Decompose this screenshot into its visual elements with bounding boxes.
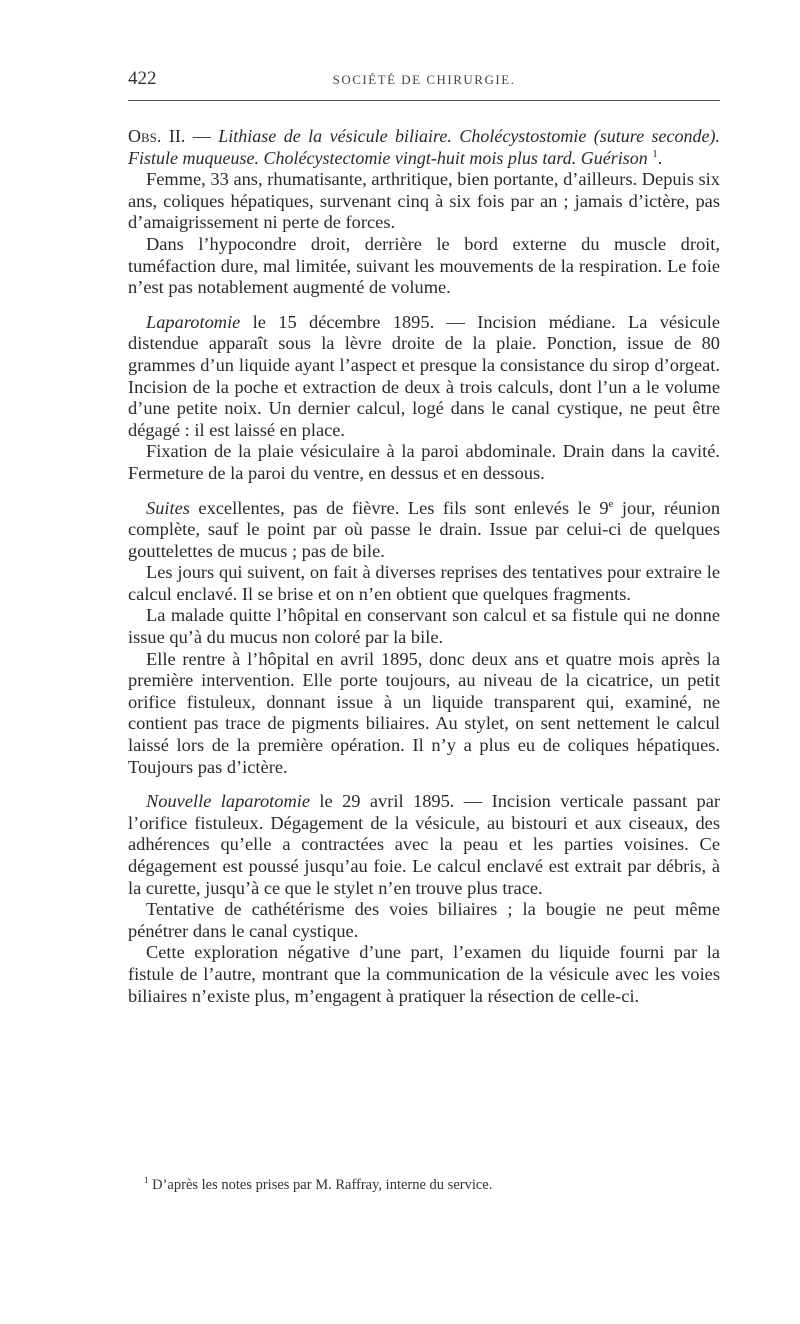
paragraph-7: La malade quitte l’hôpital en conservant son calcul et sa fistule qui ne donne issue qu’à du mucus non coloré par la bile. bbox=[128, 605, 720, 648]
paragraph-3 bbox=[128, 312, 720, 442]
running-head: SOCIÉTÉ DE CHIRURGIE. bbox=[332, 72, 516, 87]
paragraph-5-text-a: excellentes, pas de fièvre. Les fils sont enlevés le 9 bbox=[189, 497, 609, 518]
observation-dash: — bbox=[185, 126, 219, 146]
paragraph-3-lead: Laparotomie bbox=[146, 311, 241, 332]
paragraph-5-lead: Suites bbox=[146, 497, 190, 518]
main-text bbox=[128, 126, 720, 1007]
paragraph-9-lead: Nouvelle laparotomie bbox=[146, 791, 310, 812]
paragraph-1: Femme, 33 ans, rhumatisante, arthritique, bien portante, d’ailleurs. Depuis six ans, coliques hépatiques, survenant cinq à six fois par an ; jamais d’ictère, pas d’amaigrissement ni perte de forces. bbox=[128, 169, 720, 233]
footnote-reference: 1 bbox=[652, 147, 658, 160]
paragraph-8: Elle rentre à l’hôpital en avril 1895, donc deux ans et quatre mois après la première intervention. Elle porte toujours, au niveau de la cicatrice, un petit orifice fistuleux, donnant issue à un liquide transparent qui, examiné, ne contient pas trace de pigments biliaires. Au stylet, on sent nettement le calcul laissé lors de la première opération. Il n’y a plus eu de coliques hépatiques. Toujours pas d’ictère. bbox=[128, 648, 720, 777]
paragraph-5-text-b: jour, réunion complète, sauf le point par où passe le drain. Issue par celui-ci de quelques gouttelettes de mucus ; pas de bile. bbox=[128, 497, 721, 561]
header-rule bbox=[128, 100, 720, 101]
page-header bbox=[128, 68, 720, 92]
footnote-text: D’après les notes prises par M. Raffray, interne du service. bbox=[148, 1177, 493, 1193]
footnote bbox=[144, 1177, 720, 1194]
observation-label: Obs. II. bbox=[128, 126, 186, 146]
observation-end: . bbox=[657, 147, 663, 168]
paragraph-4: Fixation de la plaie vésiculaire à la paroi abdominale. Drain dans la cavité. Fermeture de la paroi du ventre, en dessus et en dessous. bbox=[128, 441, 720, 483]
paragraph-9 bbox=[128, 791, 720, 899]
paragraph-6: Les jours qui suivent, on fait à diverses reprises des tentatives pour extraire le calcul enclavé. Il se brise et on n’en obtient que quelques fragments. bbox=[128, 562, 720, 604]
paragraph-2: Dans l’hypocondre droit, derrière le bord externe du muscle droit, tuméfaction dure, mal limitée, suivant les mouvements de la respiration. Le foie n’est pas notablement augmenté de volume. bbox=[128, 233, 720, 298]
paragraph-3-text: le 15 décembre 1895. — Incision médiane. La vésicule distendue apparaît sous la lèvre droite de la plaie. Ponction, issue de 80 grammes d’un liquide ayant l’aspect et presque la consistance du sirop d’orgeat. Incision de la poche et extraction de deux à trois calculs, dont l’un a le volume d’une petite noix. Un dernier calcul, logé dans le canal cystique, ne peut être dégagé : il est laissé en place. bbox=[128, 311, 720, 440]
paragraph-9-text: le 29 avril 1895. — Incision verticale passant par l’orifice fistuleux. Dégagement de la vésicule, au bistouri et aux ciseaux, des adhérences qu’elle a contractées avec la peau et les parties voisines. Ce dégagement est poussé jusqu’au foie. Le calcul enclavé est extrait par débris, à la curette, jusqu’à ce que le stylet n’en trouve plus trace. bbox=[128, 791, 720, 898]
paragraph-10: Tentative de cathétérisme des voies biliaires ; la bougie ne peut même pénétrer dans le canal cystique. bbox=[128, 899, 720, 941]
observation-title bbox=[128, 126, 720, 169]
footnote-mark: 1 bbox=[144, 1175, 149, 1186]
page-number: 422 bbox=[128, 68, 157, 89]
paragraph-5-superscript: e bbox=[608, 497, 614, 510]
paragraph-11: Cette exploration négative d’une part, l’examen du liquide fourni par la fistule de l’autre, montrant que la communication de la vésicule avec les voies biliaires n’existe plus, m’engagent à pratiquer la résection de celle-ci. bbox=[128, 942, 720, 1006]
observation-heading: Lithiase de la vésicule biliaire. Cholécystostomie (suture seconde). Fistule muqueuse. Cholécystectomie vingt-huit mois plus tard. Guérison bbox=[128, 126, 721, 168]
paragraph-5 bbox=[128, 498, 720, 563]
